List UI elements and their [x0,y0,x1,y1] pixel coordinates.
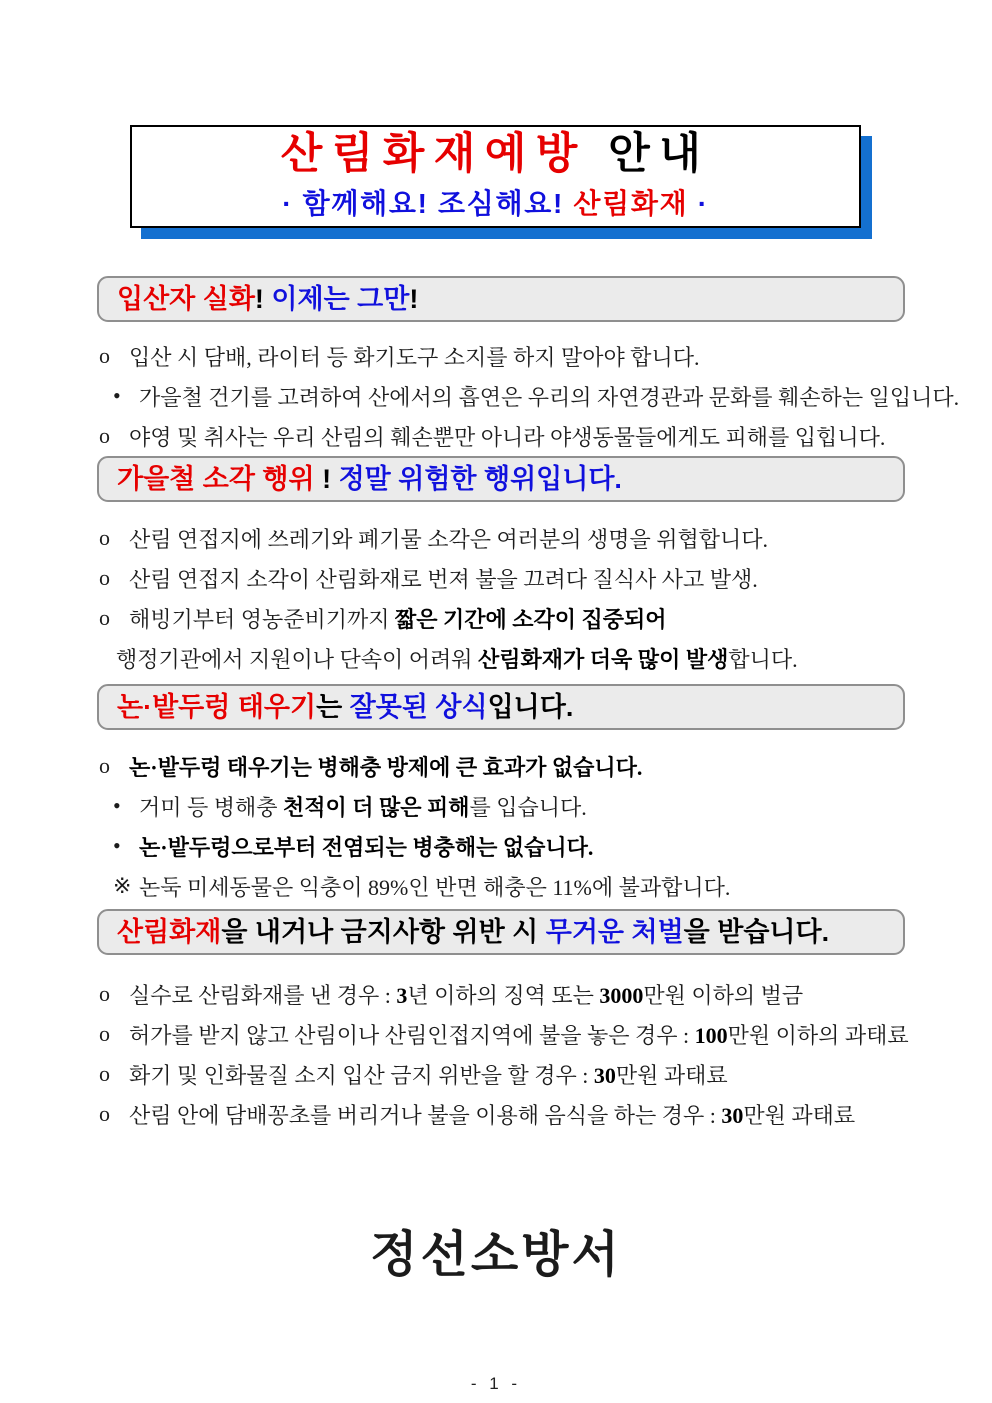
notice-line [99,598,982,638]
line-marker: o [99,753,110,778]
line-marker: o [99,1021,110,1046]
notice-line [99,826,982,866]
line-text: 산림 연접지에 쓰레기와 폐기물 소각은 여러분의 생명을 위협합니다. [129,526,769,552]
line-text: 화기 및 인화물질 소지 입산 금지 위반을 할 경우 : 30만원 과태료 [129,1062,728,1088]
notice-line [99,746,982,786]
organization-name: 정선소방서 [370,1228,622,1282]
section-heading-autumn-burning: 가을철 소각 행위 ! 정말 위험한 행위입니다. [97,456,905,502]
line-text: 거미 등 병해충 천적이 더 많은 피해를 입습니다. [139,794,587,820]
line-marker: • [113,793,121,818]
notice-line [99,518,982,558]
line-marker: o [99,565,110,590]
section-heading-paddy-burning: 논·밭두렁 태우기 는 잘못된 상식 입니다. [97,684,905,730]
notice-line-note [99,866,982,906]
line-marker: • [113,833,121,858]
notice-line [99,1054,982,1094]
line-text: 가을철 건기를 고려하여 산에서의 흡연은 우리의 자연경관과 문화를 훼손하는 일입니다. [139,384,960,410]
line-marker: o [99,1101,110,1126]
line-text: 행정기관에서 지원이나 단속이 어려워 산림화재가 더욱 많이 발생합니다. [116,646,798,672]
line-text: 허가를 받지 않고 산림이나 산림인접지역에 불을 놓은 경우 : 100만원 이하의 과태료 [129,1022,909,1048]
line-text: 논·밭두렁으로부터 전염되는 병충해는 없습니다. [139,834,594,860]
title-banner [130,125,861,228]
notice-line [99,1094,982,1134]
line-text: 논둑 미세동물은 익충이 89%인 반면 해충은 11%에 불과합니다. [139,874,731,900]
line-text: 산림 안에 담배꽁초를 버리거나 불을 이용해 음식을 하는 경우 : 30만원 과태료 [129,1102,856,1128]
notice-line [99,336,982,376]
line-marker: o [99,605,110,630]
line-text: 산림 연접지 소각이 산림화재로 번져 불을 끄려다 질식사 사고 발생. [129,566,758,592]
document-subtitle: · 함께해요! 조심해요! 산림화재 · [282,188,709,220]
line-marker: ※ [113,873,132,898]
line-marker: o [99,1061,110,1086]
notice-line [99,974,982,1014]
notice-line [99,376,982,416]
line-marker: • [113,383,121,408]
line-text: 야영 및 취사는 우리 산림의 훼손뿐만 아니라 야생동물들에게도 피해를 입힙니다. [129,424,886,450]
notice-line [99,786,982,826]
section-heading-penalties: 산림화재 을 내거나 금지사항 위반 시 무거운 처벌 을 받습니다. [97,909,905,955]
line-text: 실수로 산림화재를 낸 경우 : 3년 이하의 징역 또는 3000만원 이하의 벌금 [129,982,804,1008]
section-body-paddy-burning [99,746,982,906]
document-title: 산림화재예방 안내 [280,129,711,178]
notice-line [99,1014,982,1054]
line-marker: o [99,423,110,448]
page-number: - 1 - [470,1374,522,1393]
section-body-hiker-fires [99,336,982,456]
section-heading-hiker-fires: 입산자 실화 ! 이제는 그만 ! [97,276,905,322]
line-text: 입산 시 담배, 라이터 등 화기도구 소지를 하지 말아야 합니다. [129,344,700,370]
notice-line-continuation [99,638,982,678]
notice-line [99,416,982,456]
line-marker: o [99,525,110,550]
line-text: 해빙기부터 영농준비기까지 짧은 기간에 소각이 집중되어 [129,606,667,632]
line-text: 논·밭두렁 태우기는 병해충 방제에 큰 효과가 없습니다. [129,754,643,780]
line-marker: o [99,343,110,368]
notice-line [99,558,982,598]
section-body-penalties [99,974,982,1134]
section-body-autumn-burning [99,518,982,678]
line-marker: o [99,981,110,1006]
